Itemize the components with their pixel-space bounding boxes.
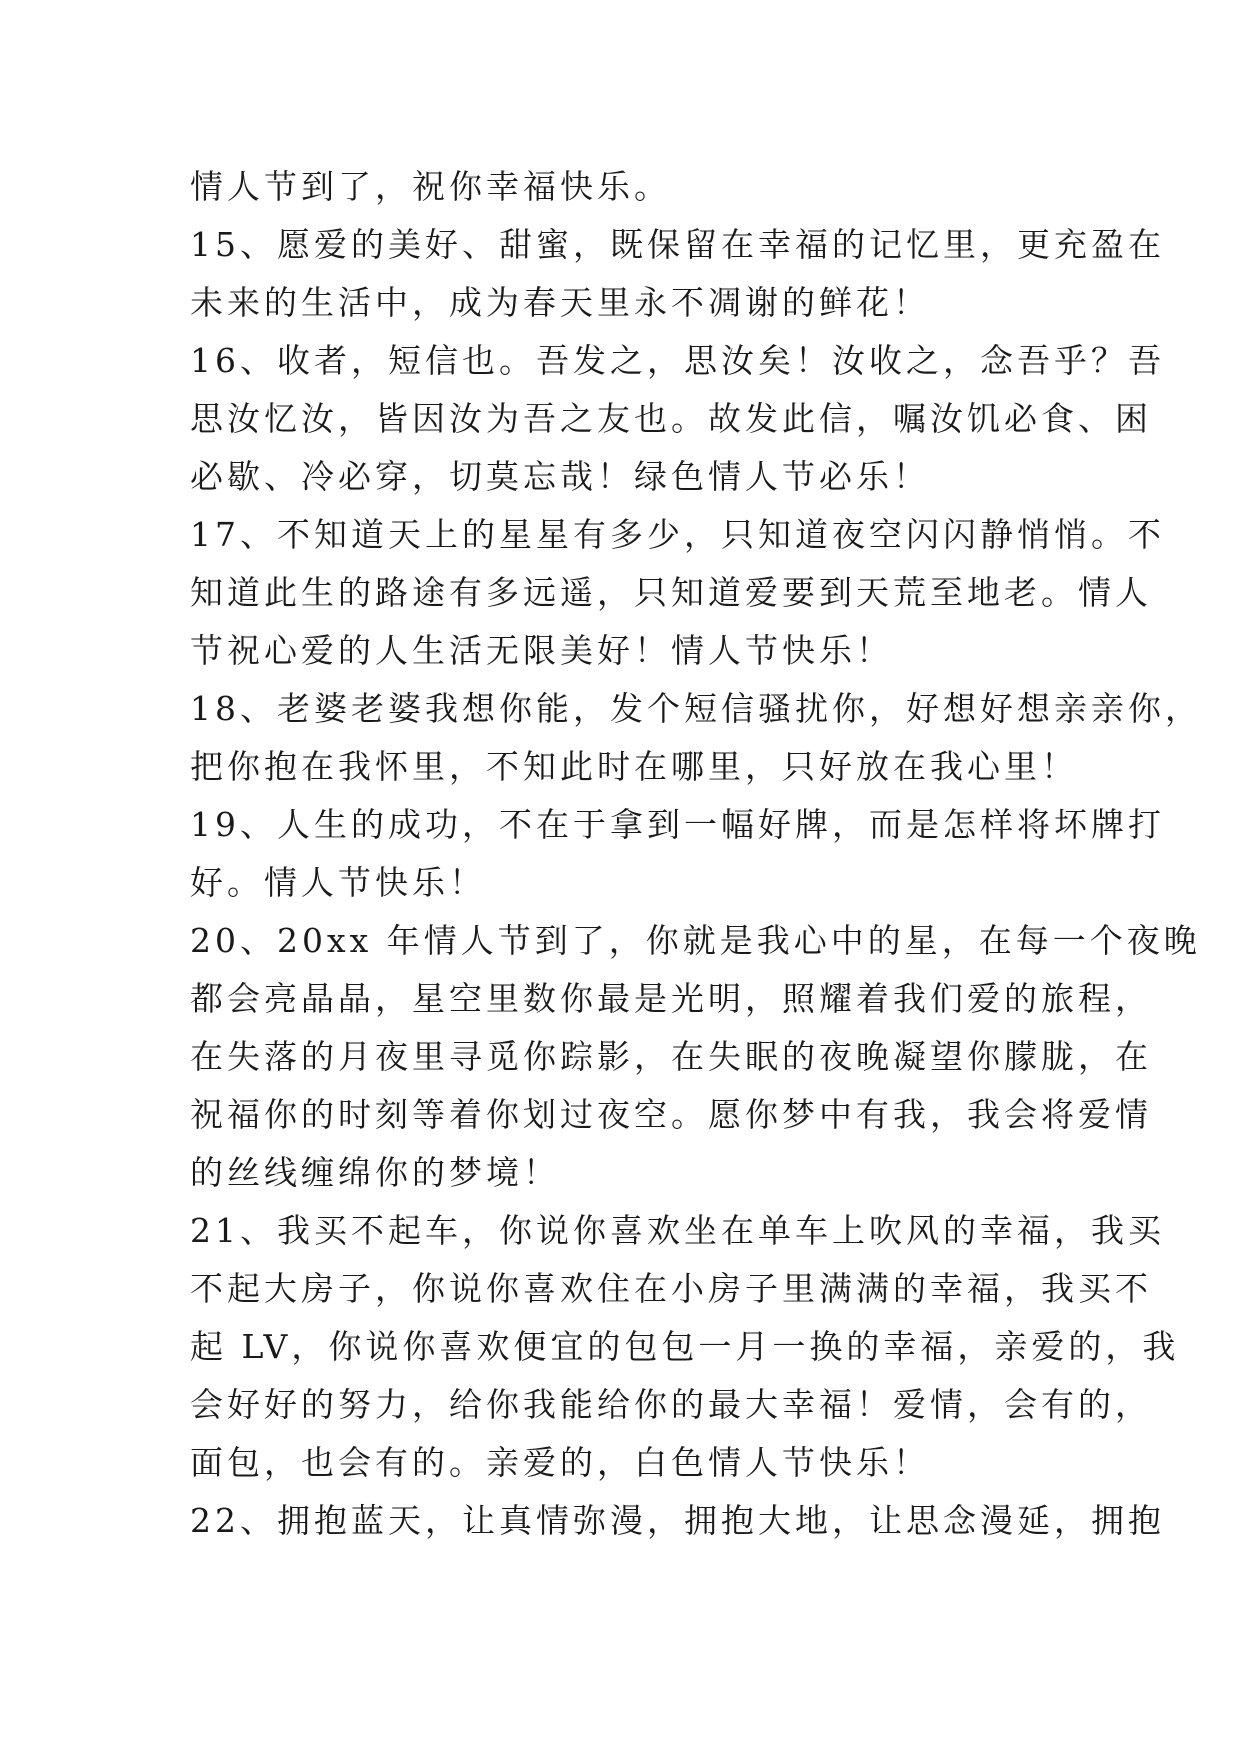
text-line: 思汝忆汝，皆因汝为吾之友也。故发此信，嘱汝饥必食、困 xyxy=(190,399,1152,438)
text-line: 20、20xx 年情人节到了，你就是我心中的星，在每一个夜晚 xyxy=(190,921,1201,960)
text-line: 15、愿爱的美好、甜蜜，既保留在幸福的记忆里，更充盈在 xyxy=(190,225,1165,264)
text-line: 起 LV，你说你喜欢便宜的包包一月一换的幸福，亲爱的，我 xyxy=(190,1327,1180,1366)
document-body xyxy=(190,158,1202,1550)
text-line: 未来的生活中，成为春天里永不凋谢的鲜花！ xyxy=(190,283,930,322)
text-line: 好。情人节快乐！ xyxy=(190,863,486,902)
text-line: 不起大房子，你说你喜欢住在小房子里满满的幸福，我买不 xyxy=(190,1269,1152,1308)
text-line: 把你抱在我怀里，不知此时在哪里，只好放在我心里！ xyxy=(190,747,1078,786)
text-line: 情人节到了，祝你幸福快乐。 xyxy=(190,167,671,206)
text-line: 18、老婆老婆我想你能，发个短信骚扰你，好想好想亲亲你， xyxy=(190,689,1202,728)
text-line: 知道此生的路途有多远遥，只知道爱要到天荒至地老。情人 xyxy=(190,573,1152,612)
text-line: 在失落的月夜里寻觅你踪影，在失眠的夜晚凝望你朦胧，在 xyxy=(190,1037,1152,1076)
text-line: 19、人生的成功，不在于拿到一幅好牌，而是怎样将坏牌打 xyxy=(190,805,1165,844)
text-line: 16、收者，短信也。吾发之，思汝矣！汝收之，念吾乎？吾 xyxy=(190,341,1165,380)
text-line: 的丝线缠绵你的梦境！ xyxy=(190,1153,560,1192)
text-line: 22、拥抱蓝天，让真情弥漫，拥抱大地，让思念漫延，拥抱 xyxy=(190,1501,1165,1540)
text-line: 面包，也会有的。亲爱的，白色情人节快乐！ xyxy=(190,1443,930,1482)
text-line: 17、不知道天上的星星有多少，只知道夜空闪闪静悄悄。不 xyxy=(190,515,1165,554)
text-line: 21、我买不起车，你说你喜欢坐在单车上吹风的幸福，我买 xyxy=(190,1211,1165,1250)
text-line: 都会亮晶晶，星空里数你最是光明，照耀着我们爱的旅程， xyxy=(190,979,1152,1018)
text-line: 必歇、冷必穿，切莫忘哉！绿色情人节必乐！ xyxy=(190,457,930,496)
text-line: 节祝心爱的人生活无限美好！情人节快乐！ xyxy=(190,631,893,670)
text-line: 祝福你的时刻等着你划过夜空。愿你梦中有我，我会将爱情 xyxy=(190,1095,1152,1134)
text-line: 会好好的努力，给你我能给你的最大幸福！爱情，会有的， xyxy=(190,1385,1152,1424)
